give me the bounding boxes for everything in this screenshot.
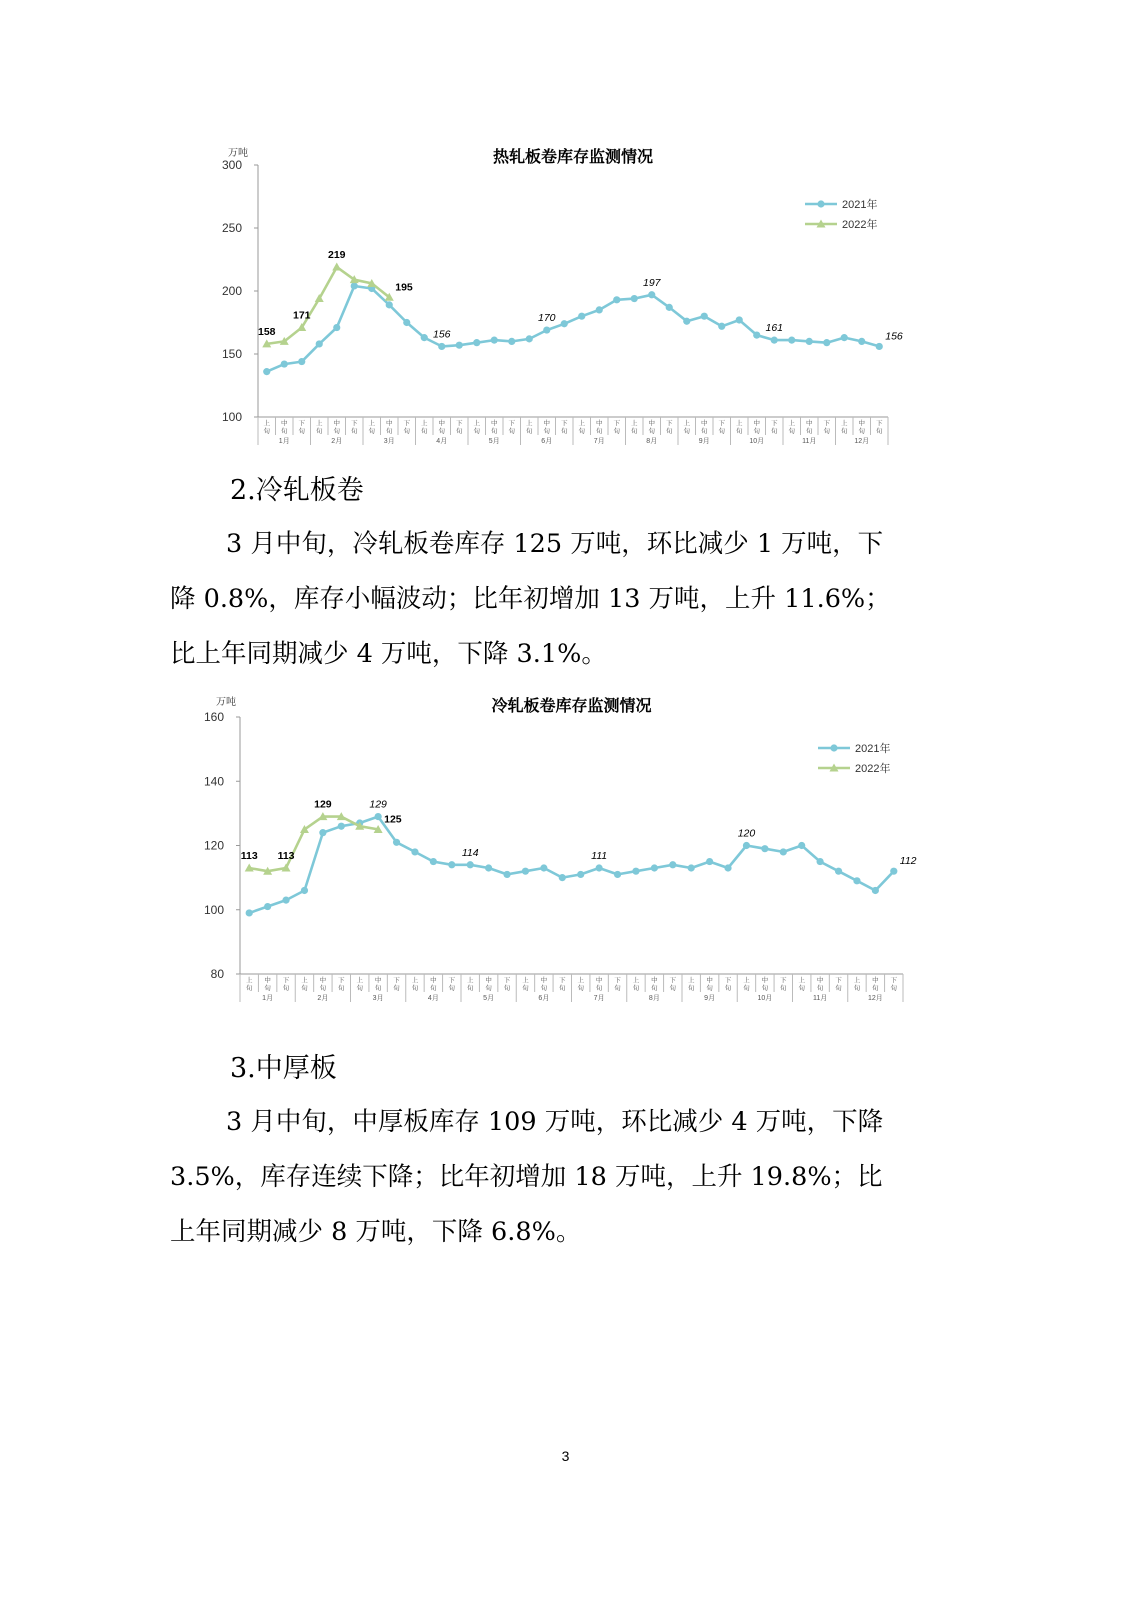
x-tick-label: 中	[651, 977, 658, 984]
month-label: 9月	[698, 438, 710, 445]
data-point	[876, 343, 883, 350]
data-point	[485, 864, 492, 871]
x-tick-label: 旬	[669, 985, 677, 992]
y-tick-label: 300	[221, 158, 242, 172]
data-point	[319, 829, 326, 836]
data-point	[338, 823, 345, 830]
x-tick-label: 旬	[264, 985, 271, 992]
x-tick-label: 旬	[816, 985, 824, 992]
x-tick-label: 上	[263, 420, 270, 427]
x-tick-label: 下	[613, 420, 620, 427]
x-tick-label: 旬	[559, 985, 566, 992]
x-tick-label: 旬	[890, 985, 898, 992]
hot-rolled-inventory-chart	[0, 140, 1131, 460]
data-point	[282, 897, 289, 904]
x-tick-label: 下	[456, 420, 463, 427]
x-tick-label: 中	[281, 420, 288, 427]
data-label: 113	[240, 849, 258, 862]
x-tick-label: 旬	[806, 428, 813, 435]
x-tick-label: 中	[264, 977, 271, 984]
data-label: 129	[314, 798, 332, 811]
x-tick-label: 旬	[853, 985, 861, 992]
x-tick-label: 上	[301, 977, 308, 984]
y-tick-label: 120	[203, 838, 224, 853]
x-tick-label: 上	[577, 977, 584, 984]
x-tick-label: 旬	[561, 428, 568, 435]
x-tick-label: 中	[872, 977, 879, 984]
x-tick-label: 下	[835, 977, 842, 984]
data-point	[718, 323, 725, 330]
x-tick-label: 中	[816, 977, 824, 984]
data-point	[753, 332, 760, 339]
x-tick-label: 下	[338, 977, 345, 984]
x-tick-label: 旬	[788, 428, 795, 435]
x-tick-label: 中	[491, 420, 498, 427]
y-tick-label: 150	[221, 347, 242, 361]
x-tick-label: 旬	[263, 428, 270, 435]
data-point	[577, 871, 584, 878]
data-point	[526, 335, 533, 342]
month-label: 10月	[749, 438, 765, 445]
x-tick-label: 旬	[666, 428, 673, 435]
data-label: 112	[899, 855, 917, 868]
data-point	[561, 320, 568, 327]
month-label: 11月	[802, 438, 817, 445]
x-tick-label: 旬	[282, 985, 290, 992]
data-point	[421, 334, 428, 341]
data-point	[332, 263, 341, 271]
data-point	[403, 319, 410, 326]
x-tick-label: 旬	[841, 428, 848, 435]
section-2-line-2: 降 0.8%，库存小幅波动；比年初增加 13 万吨，上升 11.6%；	[170, 584, 891, 614]
x-tick-label: 旬	[543, 428, 550, 435]
x-tick-label: 下	[508, 420, 515, 427]
x-tick-label: 中	[485, 977, 492, 984]
legend-marker	[817, 200, 824, 207]
cold-rolled-inventory-chart	[0, 690, 1131, 1020]
data-point	[771, 337, 778, 344]
y-axis-unit: 万吨	[216, 697, 236, 708]
section-3-line-2: 3.5%，库存连续下降；比年初增加 18 万吨，上升 19.8%；比	[170, 1162, 883, 1192]
x-tick-label: 下	[448, 977, 456, 984]
x-tick-label: 下	[614, 977, 621, 984]
x-tick-label: 下	[823, 420, 830, 427]
data-point	[393, 839, 400, 846]
month-label: 8月	[648, 995, 660, 1002]
x-tick-label: 上	[421, 420, 428, 427]
x-tick-label: 中	[595, 977, 603, 984]
x-tick-label: 旬	[438, 428, 445, 435]
x-tick-label: 下	[771, 420, 778, 427]
section-3-line-1: 3 月中旬，中厚板库存 109 万吨，环比减少 4 万吨，下降	[226, 1107, 884, 1137]
x-tick-label: 旬	[374, 985, 382, 992]
x-tick-label: 中	[648, 420, 655, 427]
data-point	[491, 337, 498, 344]
x-tick-label: 旬	[298, 428, 305, 435]
x-tick-label: 中	[761, 977, 769, 984]
x-tick-label: 旬	[648, 428, 655, 435]
data-point	[386, 301, 393, 308]
data-point	[632, 868, 639, 875]
x-tick-label: 旬	[683, 428, 690, 435]
chart-title: 冷轧板卷库存监测情况	[491, 698, 652, 715]
data-point	[890, 868, 897, 875]
x-tick-label: 旬	[701, 428, 708, 435]
month-label: 4月	[427, 995, 439, 1002]
x-tick-label: 旬	[368, 428, 375, 435]
x-tick-label: 旬	[614, 985, 621, 992]
x-tick-label: 下	[282, 977, 290, 984]
x-tick-label: 旬	[798, 985, 805, 992]
x-tick-label: 上	[841, 420, 848, 427]
x-tick-label: 旬	[632, 985, 640, 992]
x-tick-label: 下	[298, 420, 305, 427]
legend-label: 2022年	[842, 219, 878, 231]
data-point	[411, 848, 418, 855]
data-point	[578, 313, 585, 320]
x-tick-label: 上	[683, 420, 690, 427]
data-point	[596, 864, 603, 871]
x-tick-label: 旬	[595, 985, 603, 992]
data-point	[683, 318, 690, 325]
data-label: 161	[765, 322, 784, 335]
data-label: 111	[591, 849, 608, 862]
x-tick-label: 旬	[761, 985, 769, 992]
x-tick-label: 下	[780, 977, 787, 984]
x-tick-label: 中	[438, 420, 445, 427]
data-point	[298, 358, 305, 365]
data-label: 170	[537, 312, 556, 325]
data-point	[631, 295, 638, 302]
data-point	[264, 903, 271, 910]
data-label: 120	[737, 827, 756, 840]
x-tick-label: 上	[631, 420, 638, 427]
x-tick-label: 旬	[503, 985, 511, 992]
x-tick-label: 旬	[706, 985, 713, 992]
data-point	[263, 368, 270, 375]
y-tick-label: 160	[203, 710, 224, 724]
section-2-paragraph	[170, 517, 960, 682]
data-point	[448, 861, 455, 868]
section-3-paragraph	[170, 1095, 960, 1260]
x-tick-label: 旬	[319, 985, 327, 992]
data-label: 129	[369, 798, 387, 811]
x-tick-label: 旬	[386, 428, 393, 435]
x-tick-label: 旬	[456, 428, 463, 435]
x-tick-label: 上	[466, 977, 474, 984]
x-tick-label: 上	[853, 977, 861, 984]
month-label: 7月	[593, 438, 605, 445]
month-label: 2月	[331, 438, 343, 445]
data-point	[503, 871, 510, 878]
x-tick-label: 旬	[356, 985, 363, 992]
x-tick-label: 上	[316, 420, 323, 427]
x-tick-label: 旬	[835, 985, 842, 992]
x-tick-label: 下	[561, 420, 568, 427]
data-point	[375, 813, 382, 820]
month-label: 1月	[262, 995, 274, 1002]
x-tick-label: 下	[876, 420, 883, 427]
legend-label: 2021年	[842, 199, 878, 211]
x-tick-label: 旬	[448, 985, 456, 992]
x-tick-label: 上	[743, 977, 750, 984]
data-label: 156	[432, 328, 451, 341]
x-tick-label: 旬	[403, 428, 410, 435]
x-tick-label: 中	[333, 420, 340, 427]
data-label: 125	[384, 813, 402, 826]
data-point	[559, 874, 566, 881]
x-tick-label: 中	[858, 420, 865, 427]
x-tick-label: 旬	[491, 428, 498, 435]
x-tick-label: 旬	[596, 428, 603, 435]
data-point	[596, 306, 603, 313]
chart-title: 热轧板卷库存监测情况	[492, 149, 654, 166]
x-tick-label: 旬	[466, 985, 474, 992]
x-tick-label: 上	[526, 420, 533, 427]
data-point	[780, 848, 787, 855]
page-number: 3	[561, 1448, 570, 1464]
data-point	[281, 360, 288, 367]
month-label: 3月	[383, 438, 395, 445]
x-tick-label: 下	[403, 420, 410, 427]
series-line	[249, 817, 894, 913]
data-point	[841, 334, 848, 341]
x-tick-label: 中	[543, 420, 550, 427]
y-axis-unit: 万吨	[228, 148, 248, 159]
data-point	[651, 864, 658, 871]
data-point	[724, 864, 731, 871]
month-label: 7月	[593, 995, 605, 1002]
data-point	[246, 909, 253, 916]
x-tick-label: 旬	[522, 985, 529, 992]
x-tick-label: 旬	[858, 428, 865, 435]
x-tick-label: 上	[368, 420, 375, 427]
x-tick-label: 上	[411, 977, 419, 984]
x-tick-label: 上	[788, 420, 795, 427]
x-tick-label: 下	[669, 977, 677, 984]
data-label: 156	[885, 330, 903, 343]
x-tick-label: 中	[540, 977, 548, 984]
y-tick-label: 140	[203, 774, 224, 789]
section-3-heading: 3.中厚板	[230, 1053, 337, 1084]
data-point	[333, 324, 340, 331]
x-tick-label: 旬	[508, 428, 515, 435]
x-tick-label: 中	[319, 977, 327, 984]
x-tick-label: 中	[374, 977, 382, 984]
month-label: 4月	[436, 438, 448, 445]
x-tick-label: 中	[430, 977, 437, 984]
month-label: 6月	[538, 995, 550, 1002]
x-tick-label: 上	[473, 420, 480, 427]
x-tick-label: 下	[393, 977, 400, 984]
month-label: 5月	[483, 995, 495, 1002]
x-tick-label: 上	[578, 420, 585, 427]
y-tick-label: 100	[221, 410, 242, 424]
data-point	[853, 877, 860, 884]
month-label: 12月	[854, 438, 870, 445]
x-tick-label: 上	[798, 977, 805, 984]
x-tick-label: 旬	[338, 985, 345, 992]
data-point	[430, 858, 437, 865]
section-3-line-3: 上年同期减少 8 万吨，下降 6.8%。	[170, 1217, 582, 1247]
x-tick-label: 旬	[281, 428, 288, 435]
data-point	[666, 304, 673, 311]
x-tick-label: 中	[753, 420, 760, 427]
x-tick-label: 中	[806, 420, 813, 427]
x-tick-label: 旬	[743, 985, 750, 992]
data-point	[467, 861, 474, 868]
data-point	[736, 316, 743, 323]
data-point	[543, 326, 550, 333]
x-tick-label: 旬	[473, 428, 480, 435]
legend-marker	[830, 744, 837, 751]
x-tick-label: 旬	[526, 428, 533, 435]
x-tick-label: 旬	[651, 985, 658, 992]
y-tick-label: 100	[203, 902, 224, 917]
month-label: 12月	[867, 995, 883, 1002]
x-tick-label: 旬	[631, 428, 638, 435]
x-tick-label: 上	[522, 977, 529, 984]
section-2-line-3: 比上年同期减少 4 万吨，下降 3.1%。	[170, 639, 607, 669]
x-tick-label: 旬	[823, 428, 830, 435]
x-tick-label: 旬	[724, 985, 732, 992]
data-label: 113	[277, 849, 295, 862]
data-point	[473, 339, 480, 346]
x-tick-label: 下	[559, 977, 566, 984]
data-point	[613, 296, 620, 303]
data-point	[788, 337, 795, 344]
x-tick-label: 中	[701, 420, 708, 427]
data-point	[688, 864, 695, 871]
x-tick-label: 旬	[301, 985, 308, 992]
data-point	[823, 339, 830, 346]
x-tick-label: 旬	[736, 428, 743, 435]
data-label: 219	[327, 249, 346, 262]
x-tick-label: 旬	[771, 428, 778, 435]
x-tick-label: 上	[632, 977, 640, 984]
data-label: 171	[292, 309, 311, 322]
month-label: 8月	[646, 438, 658, 445]
data-point	[798, 842, 805, 849]
month-label: 9月	[704, 995, 716, 1002]
series-line	[267, 267, 390, 344]
data-point	[706, 858, 713, 865]
x-tick-label: 旬	[578, 428, 585, 435]
x-tick-label: 旬	[876, 428, 883, 435]
x-tick-label: 旬	[780, 985, 787, 992]
x-tick-label: 下	[718, 420, 725, 427]
month-label: 10月	[757, 995, 773, 1002]
y-tick-label: 250	[221, 221, 242, 235]
x-tick-label: 旬	[687, 985, 695, 992]
data-label: 158	[257, 325, 276, 338]
x-tick-label: 旬	[753, 428, 760, 435]
y-tick-label: 80	[210, 967, 224, 981]
data-point	[508, 338, 515, 345]
data-point	[316, 340, 323, 347]
data-point	[456, 342, 463, 349]
section-2-heading: 2.冷轧板卷	[230, 475, 364, 506]
month-label: 1月	[278, 438, 290, 445]
section-2-line-1: 3 月中旬，冷轧板卷库存 125 万吨，环比减少 1 万吨，下	[226, 529, 884, 559]
x-tick-label: 旬	[540, 985, 548, 992]
x-tick-label: 旬	[577, 985, 584, 992]
x-tick-label: 旬	[485, 985, 492, 992]
data-point	[648, 291, 655, 298]
data-point	[669, 861, 676, 868]
x-tick-label: 旬	[872, 985, 879, 992]
legend-label: 2022年	[855, 763, 891, 775]
x-tick-label: 上	[245, 977, 253, 984]
data-point	[701, 313, 708, 320]
data-point	[614, 871, 621, 878]
x-tick-label: 上	[687, 977, 695, 984]
x-tick-label: 下	[666, 420, 673, 427]
data-point	[817, 858, 824, 865]
data-point	[438, 343, 445, 350]
x-tick-label: 中	[386, 420, 393, 427]
month-label: 3月	[372, 995, 384, 1002]
data-point	[761, 845, 768, 852]
month-label: 11月	[812, 995, 828, 1002]
data-point	[301, 887, 308, 894]
data-point	[806, 338, 813, 345]
x-tick-label: 旬	[245, 985, 253, 992]
x-tick-label: 下	[890, 977, 898, 984]
x-tick-label: 旬	[430, 985, 437, 992]
x-tick-label: 旬	[718, 428, 725, 435]
data-label: 197	[642, 276, 661, 289]
month-label: 5月	[488, 438, 500, 445]
x-tick-label: 下	[503, 977, 511, 984]
x-tick-label: 中	[706, 977, 713, 984]
x-tick-label: 旬	[333, 428, 340, 435]
x-tick-label: 上	[356, 977, 363, 984]
x-tick-label: 旬	[613, 428, 620, 435]
data-point	[872, 887, 879, 894]
month-label: 6月	[541, 438, 553, 445]
x-tick-label: 旬	[393, 985, 400, 992]
x-tick-label: 旬	[411, 985, 419, 992]
legend-label: 2021年	[855, 743, 891, 755]
x-tick-label: 中	[596, 420, 603, 427]
data-point	[540, 864, 547, 871]
x-tick-label: 旬	[316, 428, 323, 435]
x-tick-label: 下	[724, 977, 732, 984]
data-point	[858, 338, 865, 345]
y-tick-label: 200	[221, 284, 242, 298]
data-point	[743, 842, 750, 849]
month-label: 2月	[317, 995, 329, 1002]
data-point	[351, 282, 358, 289]
data-label: 114	[461, 846, 479, 859]
x-tick-label: 下	[351, 420, 358, 427]
data-point	[835, 868, 842, 875]
series-line	[267, 286, 880, 372]
x-tick-label: 上	[736, 420, 743, 427]
x-tick-label: 旬	[351, 428, 358, 435]
data-point	[522, 868, 529, 875]
data-label: 195	[395, 281, 413, 294]
x-tick-label: 旬	[421, 428, 428, 435]
